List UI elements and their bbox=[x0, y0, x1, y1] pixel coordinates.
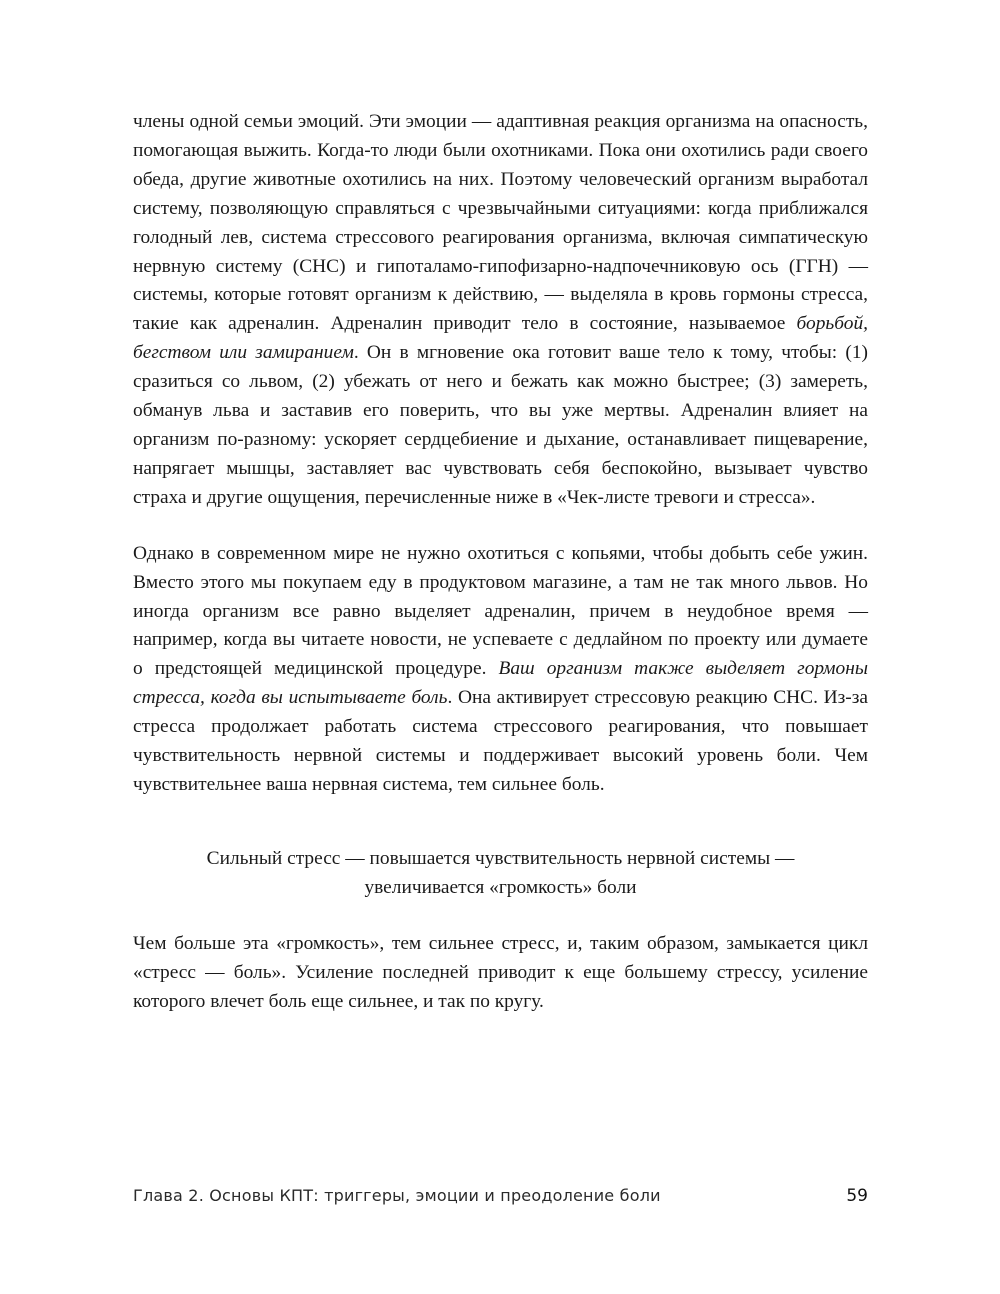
stress-sensitivity-callout bbox=[133, 844, 868, 902]
paragraph-1-text-2: . Он в мгновение ока готовит ваше тело к тому, чтобы: (1) сразиться со львом, (2) убежать от него и бежать как можно быстрее; (3) замереть, обманув льва и заставив его поверить, что вы уже мертвы. Адреналин влияет на организм по-разному: ускоряет сердцебиение и дыхание, останавливает пищеварение, напрягает мышцы, заставляет вас чувствовать себя беспокойно, вызывает чувство страха и другие ощущения, перечисленные ниже в «Чек-листе тревоги и стресса». bbox=[133, 342, 868, 508]
body-paragraph-1 bbox=[133, 108, 868, 513]
body-paragraph-2 bbox=[133, 540, 868, 800]
body-paragraph-3: Чем больше эта «громкость», тем сильнее стресс, и, таким образом, замыкается цикл «стресс — боль». Усиление последней приводит к еще большему стрессу, усиление которого влечет боль еще сильнее, и так по кругу. bbox=[133, 932, 868, 1012]
page-number: 59 bbox=[846, 1186, 868, 1206]
paragraph-1-text-1: члены одной семьи эмоций. Эти эмоции — адаптивная реакция организма на опасность, помогающая выжить. Когда-то люди были охотниками. Пока они охотились ради своего обеда, другие животные охотились на них. Поэтому человеческий организм выработал систему, позволяющую справляться с чрезвычайными ситуациями: когда приближался голодный лев, система стрессового реагирования организма, включая симпатическую нервную систему (СНС) и гипоталамо-гипофизарно-надпочечниковую ось (ГГН) — системы, которые готовят организм к действию, — выделяла в кровь гормоны стресса, такие как адреналин. Адреналин приводит тело в состояние, называемое bbox=[133, 111, 868, 335]
paragraph-2-text-1: Однако в современном мире не нужно охотиться с копьями, чтобы добыть себе ужин. Вместо этого мы покупаем еду в продуктовом магазине, а там не так много львов. Но иногда организм все равно выделяет адреналин, причем в неудобное время — например, когда вы читаете новости, не успеваете с дедлайном по проекту или думаете о предстоящей медицинской процедуре. bbox=[133, 542, 868, 680]
callout-line-2: увеличивается «громкость» боли bbox=[364, 876, 637, 898]
callout-line-1: Сильный стресс — повышается чувствительность нервной системы — bbox=[206, 847, 795, 869]
running-footer-chapter-title: Глава 2. Основы КПТ: триггеры, эмоции и преодоление боли bbox=[133, 1186, 661, 1205]
paragraph-2-text-2: . Она активирует стрессовую реакцию СНС. Из-за стресса продолжает работать система стрессового реагирования, что повышает чувствительность нервной системы и поддерживает высокий уровень боли. Чем чувствительнее ваша нервная система, тем сильнее боль. bbox=[133, 687, 868, 795]
page-content bbox=[133, 108, 868, 1017]
paragraph-2-italic-emphasis: Ваш организм также выделяет гормоны стресса, когда вы испытываете боль bbox=[133, 658, 868, 709]
paragraph-1-italic-term: борьбой, бегством или замиранием bbox=[133, 313, 868, 364]
page-footer bbox=[133, 1186, 868, 1212]
